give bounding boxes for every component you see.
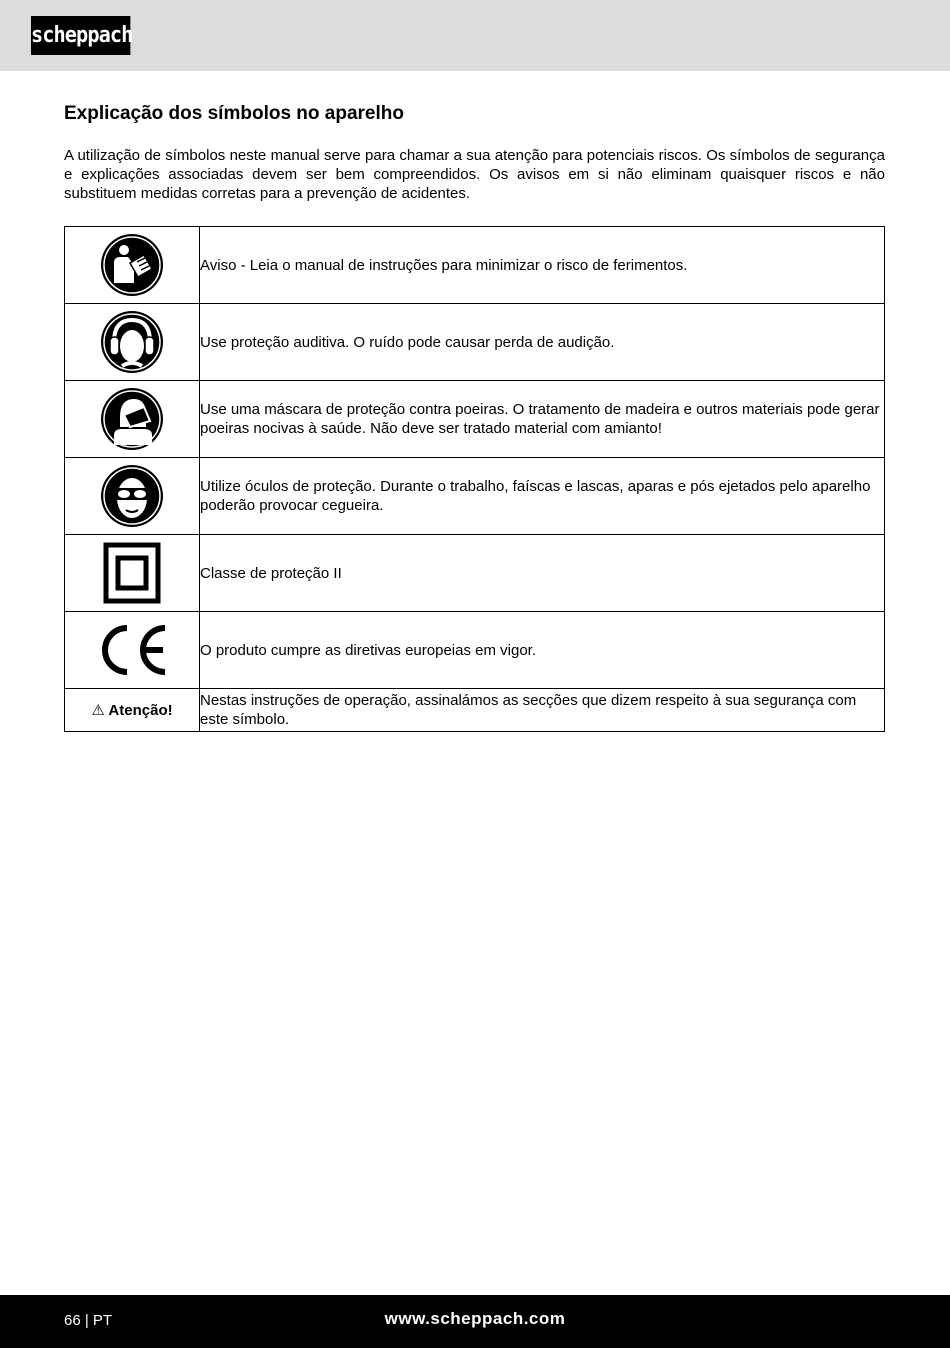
symbol-cell	[65, 535, 200, 612]
symbol-cell	[65, 227, 200, 304]
symbol-description: Aviso - Leia o manual de instruções para minimizar o risco de ferimentos.	[200, 227, 885, 304]
symbol-description: Nestas instruções de operação, assinalámos as secções que dizem respeito à sua segurança com este símbolo.	[200, 689, 885, 732]
symbols-table	[64, 226, 885, 732]
header-bar	[0, 0, 950, 71]
ear-protection-icon	[100, 310, 164, 374]
table-row	[65, 227, 885, 304]
symbol-cell	[65, 304, 200, 381]
intro-paragraph: A utilização de símbolos neste manual serve para chamar a sua atenção para potenciais riscos. Os símbolos de segurança e explicações associadas devem ser bem compreendidos. Os avisos em si não eliminam quaisquer riscos e não substituem medidas corretas para a prevenção de acidentes.	[64, 147, 885, 202]
symbol-description: Use proteção auditiva. O ruído pode causar perda de audição.	[200, 304, 885, 381]
symbol-description: Classe de proteção II	[200, 535, 885, 612]
scheppach-logo: scheppach	[31, 16, 130, 55]
footer-bar	[0, 1295, 950, 1348]
symbol-description: Use uma máscara de proteção contra poeiras. O tratamento de madeira e outros materiais pode gerar poeiras nocivas à saúde. Não deve ser tratado material com amianto!	[200, 381, 885, 458]
symbol-description: Utilize óculos de proteção. Durante o trabalho, faíscas e lascas, aparas e pós ejetados pelo aparelho poderão provocar cegueira.	[200, 458, 885, 535]
page-title: Explicação dos símbolos no aparelho	[64, 103, 404, 124]
protection-class-ii-icon	[103, 542, 161, 604]
safety-goggles-icon	[100, 464, 164, 528]
symbol-description: O produto cumpre as diretivas europeias em vigor.	[200, 612, 885, 689]
table-row	[65, 612, 885, 689]
symbol-cell	[65, 381, 200, 458]
read-manual-icon	[100, 233, 164, 297]
website-link[interactable]: www.scheppach.com	[384, 1309, 566, 1328]
page-number: 66 | PT	[64, 1312, 113, 1329]
dust-mask-icon	[100, 387, 164, 451]
table-row	[65, 689, 885, 732]
table-row	[65, 535, 885, 612]
ce-mark-icon	[95, 622, 169, 678]
attention-label: ⚠ Atenção!	[91, 701, 173, 719]
symbol-cell	[65, 458, 200, 535]
table-row	[65, 381, 885, 458]
symbol-cell	[65, 689, 200, 732]
table-row	[65, 304, 885, 381]
table-row	[65, 458, 885, 535]
symbol-cell	[65, 612, 200, 689]
